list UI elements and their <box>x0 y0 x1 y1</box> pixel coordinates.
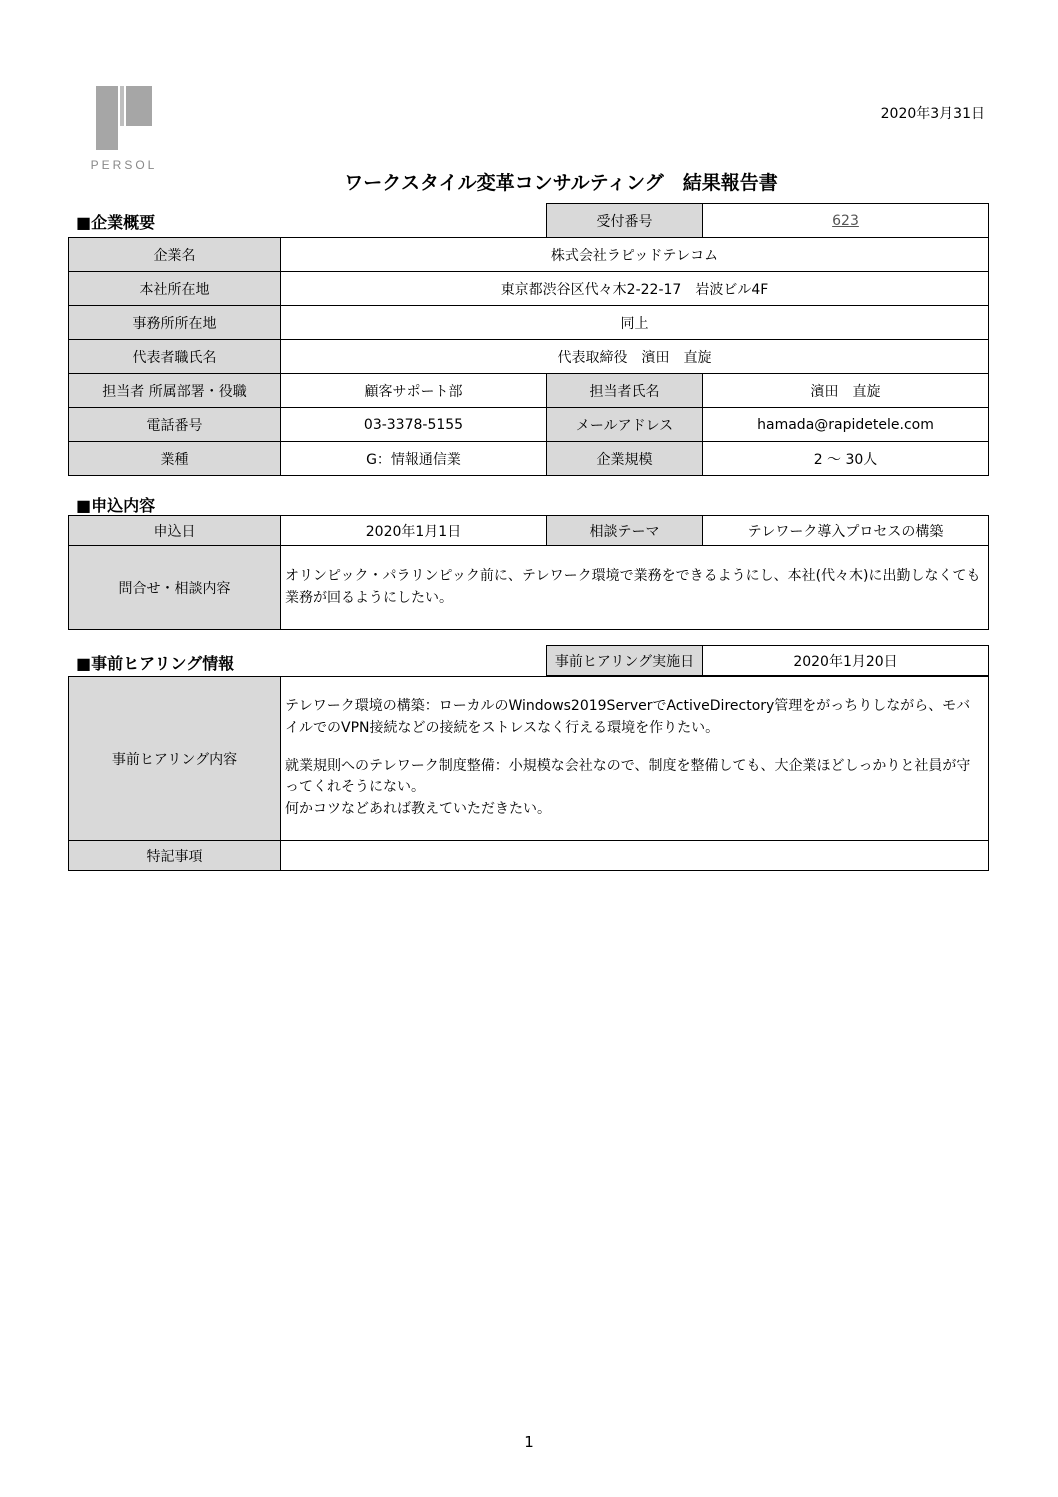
reception-number[interactable] <box>703 204 989 238</box>
section-title-company: ■企業概要 <box>76 213 156 232</box>
industry: G：情報通信業 <box>281 442 547 476</box>
representative-label: 代表者職氏名 <box>69 340 281 374</box>
theme-label: 相談テーマ <box>547 516 703 546</box>
page-number: 1 <box>524 1433 534 1451</box>
company-table <box>68 237 989 476</box>
company-name-label: 企業名 <box>69 238 281 272</box>
hearing-content-label: 事前ヒアリング内容 <box>69 677 281 841</box>
reception-label: 受付番号 <box>547 204 703 238</box>
industry-label: 業種 <box>69 442 281 476</box>
inquiry-label: 問合せ・相談内容 <box>69 546 281 630</box>
notes <box>281 841 989 871</box>
application-table <box>68 515 989 630</box>
company-name: 株式会社ラピッドテレコム <box>281 238 989 272</box>
company-size: 2 ～ 30人 <box>703 442 989 476</box>
application-date-label: 申込日 <box>69 516 281 546</box>
office-label: 事務所所在地 <box>69 306 281 340</box>
phone-number: 03-3378-5155 <box>281 408 547 442</box>
hq-address: 東京都渋谷区代々木2-22-17 岩波ビル4F <box>281 272 989 306</box>
phone-label: 電話番号 <box>69 408 281 442</box>
section-title-application: ■申込内容 <box>76 496 156 515</box>
hearing-paragraph-3: 何かコツなどあれば教えていただきたい。 <box>285 801 551 818</box>
department: 顧客サポート部 <box>281 374 547 408</box>
reception-box <box>546 203 989 238</box>
section-title-hearing: ■事前ヒアリング情報 <box>76 654 235 673</box>
representative: 代表取締役 濱田 直旋 <box>281 340 989 374</box>
hearing-date-box <box>546 645 989 676</box>
hearing-paragraph-1: テレワーク環境の構築：ローカルのWindows2019ServerでActiveDirectory管理をがっちりしながら、モバイルでのVPN接続などの接続をストレスなく行える環境を作りたい。 <box>285 698 971 736</box>
hearing-table <box>68 676 989 871</box>
hq-label: 本社所在地 <box>69 272 281 306</box>
department-label: 担当者 所属部署・役職 <box>69 374 281 408</box>
application-date: 2020年1月1日 <box>281 516 547 546</box>
reception-link[interactable]: 623 <box>832 212 859 229</box>
hearing-date: 2020年1月20日 <box>703 646 989 676</box>
consultation-theme: テレワーク導入プロセスの構築 <box>703 516 989 546</box>
page-title: ワークスタイル変革コンサルティング 結果報告書 <box>344 172 778 194</box>
contact-person-label: 担当者氏名 <box>547 374 703 408</box>
notes-label: 特記事項 <box>69 841 281 871</box>
logo-text: PERSOL <box>90 158 158 172</box>
inquiry-content: オリンピック・パラリンピック前に、テレワーク環境で業務をできるようにし、本社(代々木)に出勤しなくても業務が回るようにしたい。 <box>281 546 989 630</box>
hearing-paragraph-2: 就業規則へのテレワーク制度整備：小規模な会社なので、制度を整備しても、大企業ほどしっかりと社員が守ってくれそうにない。 <box>285 757 971 796</box>
hearing-date-label: 事前ヒアリング実施日 <box>547 646 703 676</box>
hearing-content <box>281 677 989 841</box>
report-date: 2020年3月31日 <box>880 106 985 122</box>
email-address: hamada@rapidetele.com <box>703 408 989 442</box>
contact-person: 濱田 直旋 <box>703 374 989 408</box>
email-label: メールアドレス <box>547 408 703 442</box>
company-size-label: 企業規模 <box>547 442 703 476</box>
office-address: 同上 <box>281 306 989 340</box>
